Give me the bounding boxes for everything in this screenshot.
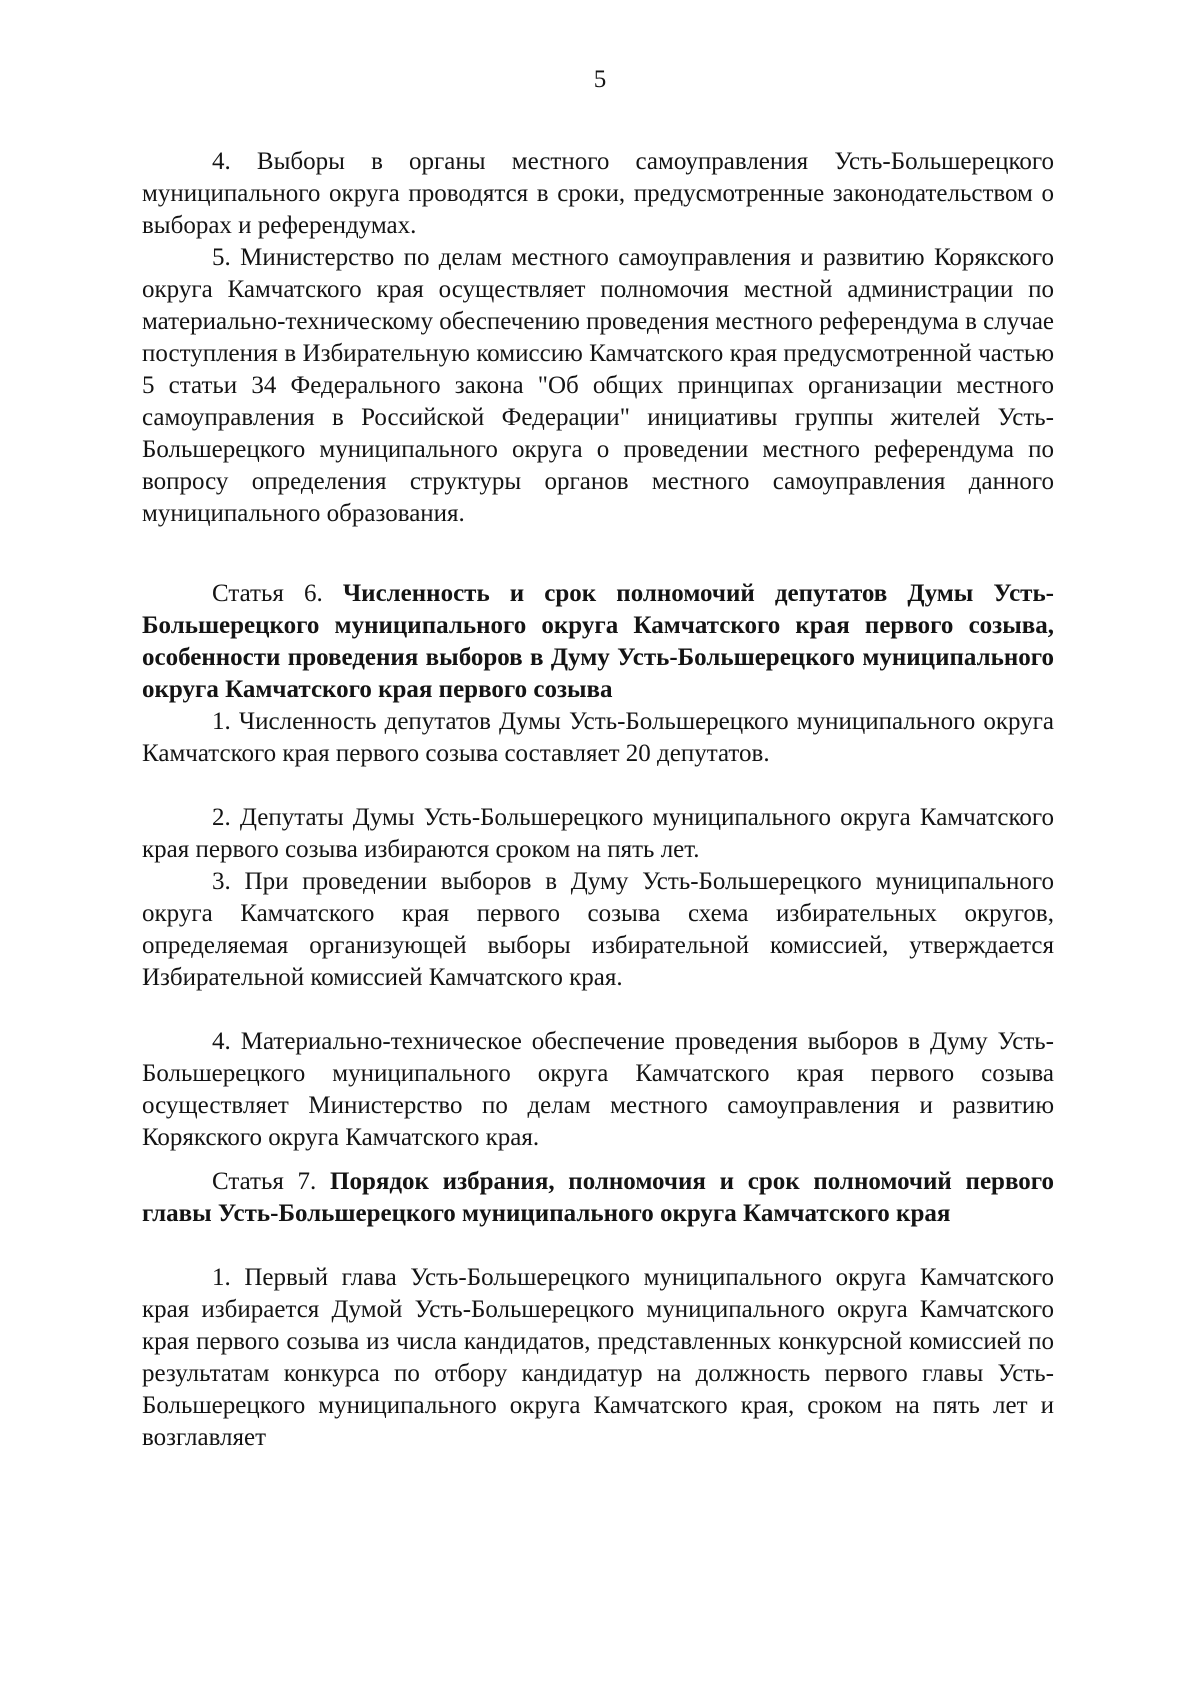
article6-title: Численность и срок полномочий депутатов Думы Усть-Большерецкого муниципального округа Камчатского края первого созыва, особенности проведения выборов в Думу Усть-Большерецкого муниципального округа Камчатского края первого созыва	[142, 580, 1054, 703]
article6-paragraph-1: 1. Численность депутатов Думы Усть-Большерецкого муниципального округа Камчатского края первого созыва составляет 20 депутатов.	[142, 708, 1054, 767]
article6-paragraph-3: 3. При проведении выборов в Думу Усть-Большерецкого муниципального округа Камчатского края первого созыва схема избирательных округов, определяемая организующей выборы избирательной комиссией, утверждается Избирательной комиссией Камчатского края.	[142, 868, 1054, 991]
article6-label: Статья 6.	[212, 580, 323, 607]
article7-heading	[142, 1166, 1054, 1230]
page-number: 5	[593, 66, 607, 93]
article7-title: Порядок избрания, полномочия и срок полномочий первого главы Усть-Большерецкого муниципального округа Камчатского края	[142, 1168, 1054, 1227]
article7-paragraph-1: 1. Первый глава Усть-Большерецкого муниципального округа Камчатского края избирается Думой Усть-Большерецкого муниципального округа Камчатского края первого созыва из числа кандидатов, представленных конкурсной комиссией по результатам конкурса по отбору кандидатур на должность первого главы Усть-Большерецкого муниципального округа Камчатского края, сроком на пять лет и возглавляет	[142, 1264, 1054, 1451]
article6-paragraph-4: 4. Материально-техническое обеспечение проведения выборов в Думу Усть-Большерецкого муниципального округа Камчатского края первого созыва осуществляет Министерство по делам местного самоуправления и развитию Корякского округа Камчатского края.	[142, 1028, 1054, 1151]
article7-label: Статья 7.	[212, 1168, 317, 1195]
article6-heading	[142, 578, 1054, 706]
article6-paragraph-2: 2. Депутаты Думы Усть-Большерецкого муниципального округа Камчатского края первого созыва избираются сроком на пять лет.	[142, 804, 1054, 863]
article5-paragraph-5: 5. Министерство по делам местного самоуправления и развитию Корякского округа Камчатского края осуществляет полномочия местной администрации по материально-техническому обеспечению проведения местного референдума в случае поступления в Избирательную комиссию Камчатского края предусмотренной частью 5 статьи 34 Федерального закона "Об общих принципах организации местного самоуправления в Российской Федерации" инициативы группы жителей Усть-Большерецкого муниципального округа о проведении местного референдума по вопросу определения структуры органов местного самоуправления данного муниципального образования.	[142, 244, 1055, 527]
article5-paragraph-4: 4. Выборы в органы местного самоуправления Усть-Большерецкого муниципального округа проводятся в сроки, предусмотренные законодательством о выборах и референдумах.	[142, 148, 1054, 239]
